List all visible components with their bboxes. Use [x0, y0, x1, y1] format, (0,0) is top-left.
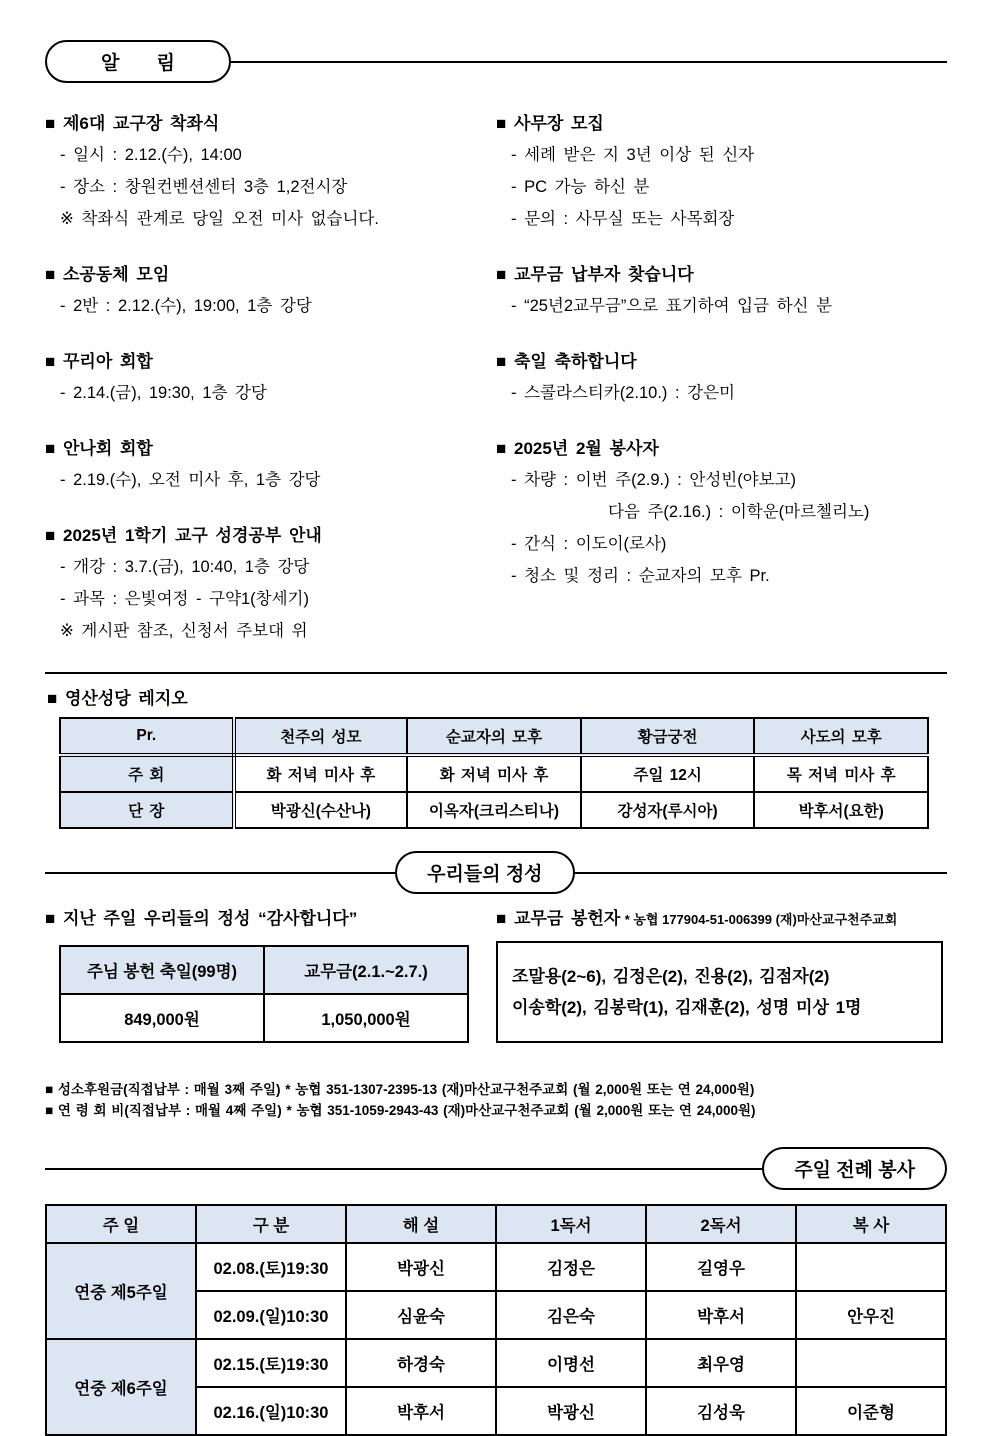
- announcements-left: [45, 109, 496, 672]
- dues-donors-box: [496, 941, 943, 1043]
- offering-value-cell: 849,000원: [60, 994, 264, 1042]
- section-line: - 2.19.(수), 오전 미사 후, 1층 강당: [60, 471, 321, 489]
- offering-header-cell: 주님 봉헌 축일(99명): [60, 946, 264, 994]
- section-dues-payer: [496, 260, 947, 322]
- account-notes: [45, 1079, 947, 1121]
- legio-cell: 화 저녁 미사 후: [234, 755, 408, 792]
- devotion-columns: [45, 904, 947, 1043]
- legio-header-cell: 순교자의 모후: [407, 718, 581, 755]
- legio-row-label: 단 장: [60, 792, 234, 828]
- offering-header-cell: 교무금(2.1.~2.7.): [264, 946, 468, 994]
- liturgy-cell: 이명선: [496, 1339, 646, 1387]
- liturgy-cell: 길영우: [646, 1243, 796, 1291]
- legio-row-label: 주 회: [60, 755, 234, 792]
- section-title: ■ 안나회 회합: [45, 439, 153, 458]
- devotion-right: [496, 904, 947, 1043]
- section-line: - 문의 : 사무실 또는 사목회장: [511, 210, 735, 228]
- section-title: ■ 2025년 1학기 교구 성경공부 안내: [45, 526, 322, 545]
- legio-cell: 강성자(루시아): [581, 792, 755, 828]
- section-small-community: [45, 260, 496, 322]
- legio-header-cell: 사도의 모후: [754, 718, 928, 755]
- liturgy-row: [46, 1339, 946, 1387]
- section-title: ■ 제6대 교구장 착좌식: [45, 114, 220, 133]
- section-line: - 일시 : 2.12.(수), 14:00: [60, 146, 242, 164]
- section-line: - 세례 받은 지 3년 이상 된 신자: [511, 146, 755, 164]
- liturgy-header: [45, 1147, 947, 1190]
- liturgy-time-cell: 02.08.(토)19:30: [196, 1243, 346, 1291]
- liturgy-time-cell: 02.16.(일)10:30: [196, 1387, 346, 1435]
- liturgy-header-row: [46, 1205, 946, 1243]
- liturgy-cell: 김성욱: [646, 1387, 796, 1435]
- section-line: - “25년2교무금”으로 표기하여 입금 하신 분: [511, 297, 833, 315]
- legio-title: ■ 영산성당 레지오: [47, 689, 188, 708]
- legio-cell: 박광신(수산나): [234, 792, 408, 828]
- legio-divider: [45, 672, 947, 674]
- legio-cell: 주일 12시: [581, 755, 755, 792]
- announcements-right: [496, 109, 947, 672]
- section-title: ■ 2025년 2월 봉사자: [496, 439, 659, 458]
- liturgy-time-cell: 02.09.(일)10:30: [196, 1291, 346, 1339]
- liturgy-cell: 최우영: [646, 1339, 796, 1387]
- legio-header-cell: 천주의 성모: [234, 718, 408, 755]
- section-line: - 간식 : 이도이(로사): [511, 535, 667, 553]
- liturgy-cell: [796, 1339, 946, 1387]
- section-line: - 2반 : 2.12.(수), 19:00, 1층 강당: [60, 297, 312, 315]
- section-line: - PC 가능 하신 분: [511, 178, 650, 196]
- legio-cell: 목 저녁 미사 후: [754, 755, 928, 792]
- section-line: - 개강 : 3.7.(금), 10:40, 1층 강당: [60, 558, 310, 576]
- legio-leader-row: [60, 792, 928, 828]
- liturgy-cell: 김정은: [496, 1243, 646, 1291]
- section-title: ■ 교무금 납부자 찾습니다: [496, 265, 694, 284]
- section-line: - 스콜라스티카(2.10.) : 강은미: [511, 384, 735, 402]
- liturgy-cell: 박후서: [346, 1387, 496, 1435]
- section-installation: [45, 109, 496, 235]
- section-line: - 과목 : 은빛여정 - 구약1(창세기): [60, 590, 309, 608]
- section-line: 다음 주(2.16.) : 이학운(마르첼리노): [608, 503, 870, 521]
- notice-header: [45, 40, 947, 83]
- offering-header-row: [60, 946, 468, 994]
- legio-table: [59, 717, 929, 829]
- section-line: ※ 착좌식 관계로 당일 오전 미사 없습니다.: [60, 210, 379, 228]
- liturgy-header-cell: 주 일: [46, 1205, 196, 1243]
- legio-cell: 이옥자(크리스티나): [407, 792, 581, 828]
- section-line: - 차량 : 이번 주(2.9.) : 안성빈(야보고): [511, 471, 796, 489]
- liturgy-cell: 하경숙: [346, 1339, 496, 1387]
- section-office-manager: [496, 109, 947, 235]
- legio-header-cell: 황금궁전: [581, 718, 755, 755]
- liturgy-row: [46, 1243, 946, 1291]
- dues-donors-line: 이송학(2), 김봉락(1), 김재훈(2), 성명 미상 1명: [512, 998, 862, 1017]
- liturgy-time-cell: 02.15.(토)19:30: [196, 1339, 346, 1387]
- notice-pill: 알 림: [45, 40, 231, 83]
- section-line: - 청소 및 정리 : 순교자의 모후 Pr.: [511, 567, 770, 585]
- offering-value-row: [60, 994, 468, 1042]
- liturgy-sunday-cell: 연중 제5주일: [46, 1243, 196, 1339]
- section-anna: [45, 434, 496, 496]
- section-title: ■ 소공동체 모임: [45, 265, 170, 284]
- devotion-left: [45, 904, 496, 1043]
- liturgy-line: [45, 1168, 762, 1170]
- vocation-fund-note: ■ 성소후원금(직접납부 : 매월 3째 주일) * 농협 351-1307-2395-13 (재)마산교구천주교회 (월 2,000원 또는 연 24,000원): [45, 1082, 755, 1097]
- liturgy-cell: 안우진: [796, 1291, 946, 1339]
- section-feast-day: [496, 347, 947, 409]
- liturgy-header-cell: 해 설: [346, 1205, 496, 1243]
- liturgy-header-cell: 구 분: [196, 1205, 346, 1243]
- dues-donors-line: 조말용(2~6), 김정은(2), 진용(2), 김점자(2): [512, 967, 830, 986]
- section-curia: [45, 347, 496, 409]
- devotion-header: [45, 851, 947, 894]
- section-line: - 장소 : 창원컨벤션센터 3층 1,2전시장: [60, 178, 348, 196]
- liturgy-cell: 박후서: [646, 1291, 796, 1339]
- section-feb-volunteers: [496, 434, 947, 592]
- legio-meeting-row: [60, 755, 928, 792]
- liturgy-pill: 주일 전례 봉사: [762, 1147, 947, 1190]
- liturgy-cell: 김은숙: [496, 1291, 646, 1339]
- section-bible-study: [45, 521, 496, 647]
- liturgy-cell: 박광신: [346, 1243, 496, 1291]
- liturgy-header-cell: 1독서: [496, 1205, 646, 1243]
- liturgy-cell: [796, 1243, 946, 1291]
- legio-cell: 화 저녁 미사 후: [407, 755, 581, 792]
- legio-header-cell: Pr.: [60, 718, 234, 755]
- liturgy-cell: 박광신: [496, 1387, 646, 1435]
- devotion-line-right: [575, 872, 947, 874]
- announcement-columns: [45, 109, 947, 672]
- section-line: ※ 게시판 참조, 신청서 주보대 위: [60, 622, 308, 640]
- liturgy-cell: 이준형: [796, 1387, 946, 1435]
- offering-value-cell: 1,050,000원: [264, 994, 468, 1042]
- dues-header: [496, 904, 947, 929]
- offering-title: ■ 지난 주일 우리들의 정성 “감사합니다”: [45, 909, 358, 928]
- notice-header-line: [231, 61, 947, 63]
- section-line: - 2.14.(금), 19:30, 1층 강당: [60, 384, 267, 402]
- liturgy-header-cell: 복 사: [796, 1205, 946, 1243]
- liturgy-header-cell: 2독서: [646, 1205, 796, 1243]
- section-title: ■ 꾸리아 회합: [45, 352, 153, 371]
- section-title: ■ 사무장 모집: [496, 114, 604, 133]
- dues-account-note: * 농협 177904-51-006399 (재)마산교구천주교회: [624, 912, 898, 927]
- offering-table: [59, 945, 469, 1043]
- legio-cell: 박후서(요한): [754, 792, 928, 828]
- liturgy-cell: 심윤숙: [346, 1291, 496, 1339]
- age-fee-note: ■ 연 령 회 비(직접납부 : 매월 4째 주일) * 농협 351-1059-2943-43 (재)마산교구천주교회 (월 2,000원 또는 연 24,000원): [45, 1103, 756, 1118]
- devotion-pill: 우리들의 정성: [395, 851, 574, 894]
- liturgy-sunday-cell: 연중 제6주일: [46, 1339, 196, 1435]
- devotion-line-left: [45, 872, 395, 874]
- section-title: ■ 축일 축하합니다: [496, 352, 637, 371]
- liturgy-table: [45, 1204, 947, 1436]
- dues-title: ■ 교무금 봉헌자: [496, 909, 621, 928]
- legio-header-row: [60, 718, 928, 755]
